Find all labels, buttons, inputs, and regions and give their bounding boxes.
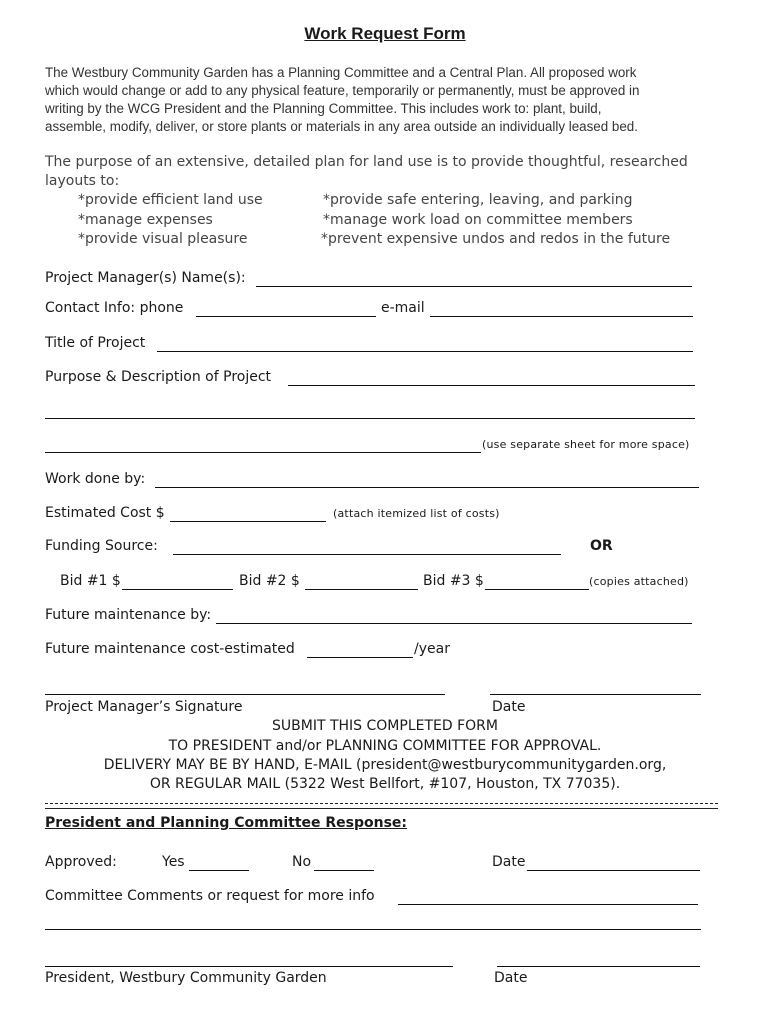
pm-date-field[interactable] xyxy=(490,694,701,695)
intro-line: writing by the WCG President and the Planning Committee. This includes work to: plant, build, xyxy=(45,101,602,116)
bid2-label: Bid #2 $ xyxy=(239,573,300,589)
contact-phone-label: Contact Info: phone xyxy=(45,300,184,316)
president-date-field[interactable] xyxy=(497,966,700,967)
response-date-label: Date xyxy=(492,854,526,870)
submit-instruction: DELIVERY MAY BE BY HAND, E-MAIL (president@westburycommunitygarden.org, xyxy=(103,757,667,773)
intro-paragraph xyxy=(45,64,735,136)
purpose-bullet: *manage work load on committee members xyxy=(323,212,633,228)
purpose-line: The purpose of an extensive, detailed plan for land use is to provide thoughtful, researched xyxy=(45,154,688,170)
future-cost-field[interactable] xyxy=(307,657,413,658)
purpose-description-field[interactable] xyxy=(288,385,695,386)
yes-field[interactable] xyxy=(189,870,249,871)
president-label: President, Westbury Community Garden xyxy=(45,970,327,986)
purpose-bullet: *prevent expensive undos and redos in the future xyxy=(321,231,671,247)
future-maintenance-label: Future maintenance by: xyxy=(45,607,212,623)
president-date-label: Date xyxy=(494,970,528,986)
email-field[interactable] xyxy=(430,316,693,317)
bid1-label: Bid #1 $ xyxy=(60,573,121,589)
purpose-paragraph xyxy=(45,153,688,191)
purpose-description-line[interactable] xyxy=(45,452,481,453)
response-date-field[interactable] xyxy=(527,870,700,871)
per-year-label: /year xyxy=(414,641,450,657)
title-of-project-label: Title of Project xyxy=(45,335,146,351)
bid2-field[interactable] xyxy=(305,589,418,590)
submit-instruction: TO PRESIDENT and/or PLANNING COMMITTEE FOR APPROVAL. xyxy=(168,738,602,754)
pm-signature-field[interactable] xyxy=(45,694,445,695)
funding-source-field[interactable] xyxy=(173,554,561,555)
divider xyxy=(45,803,718,804)
intro-line: The Westbury Community Garden has a Planning Committee and a Central Plan. All proposed work xyxy=(45,65,637,80)
email-label: e-mail xyxy=(381,300,425,316)
intro-line: which would change or add to any physical feature, temporarily or permanently, must be approved in xyxy=(45,83,640,98)
bid3-field[interactable] xyxy=(485,589,589,590)
attach-costs-note: (attach itemized list of costs) xyxy=(333,507,500,520)
purpose-bullet: *provide visual pleasure xyxy=(78,231,248,247)
purpose-description-line[interactable] xyxy=(45,418,695,419)
purpose-line: layouts to: xyxy=(45,173,120,189)
copies-attached-note: (copies attached) xyxy=(589,575,689,588)
comments-field[interactable] xyxy=(398,904,698,905)
project-manager-field[interactable] xyxy=(256,286,692,287)
purpose-bullet: *provide efficient land use xyxy=(78,192,263,208)
comments-line[interactable] xyxy=(45,929,701,930)
separate-sheet-note: (use separate sheet for more space) xyxy=(482,438,690,451)
estimated-cost-label: Estimated Cost $ xyxy=(45,505,165,521)
bid1-field[interactable] xyxy=(122,589,233,590)
pm-signature-label: Project Manager’s Signature xyxy=(45,699,243,715)
estimated-cost-field[interactable] xyxy=(170,521,326,522)
future-maintenance-field[interactable] xyxy=(216,623,692,624)
or-label: OR xyxy=(590,538,613,554)
future-cost-label: Future maintenance cost-estimated xyxy=(45,641,295,657)
intro-line: assemble, modify, deliver, or store plants or materials in any area outside an individually leased bed. xyxy=(45,119,638,134)
president-signature-field[interactable] xyxy=(45,966,453,967)
page-title: Work Request Form xyxy=(304,24,466,43)
purpose-description-label: Purpose & Description of Project xyxy=(45,369,272,385)
work-done-by-field[interactable] xyxy=(155,487,699,488)
pm-date-label: Date xyxy=(492,699,526,715)
project-manager-label: Project Manager(s) Name(s): xyxy=(45,270,246,286)
comments-label: Committee Comments or request for more info xyxy=(45,888,375,904)
response-heading: President and Planning Committee Response: xyxy=(45,815,408,831)
funding-source-label: Funding Source: xyxy=(45,538,158,554)
divider xyxy=(45,808,718,809)
purpose-bullet: *provide safe entering, leaving, and parking xyxy=(323,192,633,208)
approved-label: Approved: xyxy=(45,854,117,870)
submit-instruction: SUBMIT THIS COMPLETED FORM xyxy=(272,718,498,734)
yes-label: Yes xyxy=(162,854,185,870)
no-label: No xyxy=(292,854,312,870)
purpose-bullet: *manage expenses xyxy=(78,212,213,228)
work-done-by-label: Work done by: xyxy=(45,471,146,487)
title-of-project-field[interactable] xyxy=(157,351,693,352)
no-field[interactable] xyxy=(314,870,374,871)
submit-instruction: OR REGULAR MAIL (5322 West Bellfort, #107, Houston, TX 77035). xyxy=(149,776,621,792)
bid3-label: Bid #3 $ xyxy=(423,573,484,589)
phone-field[interactable] xyxy=(196,316,376,317)
